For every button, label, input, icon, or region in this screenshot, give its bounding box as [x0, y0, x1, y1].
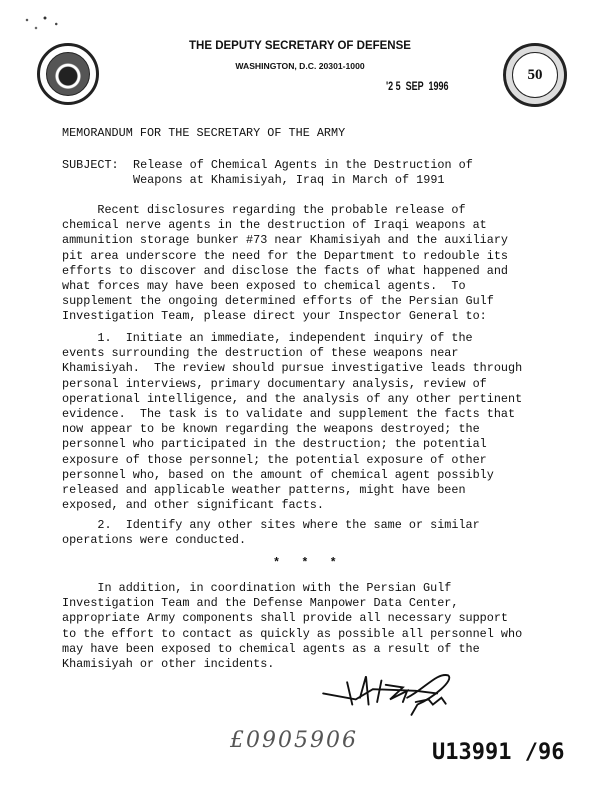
- intro-paragraph: [62, 203, 508, 325]
- letterhead-address: WASHINGTON, D.C. 20301-1000: [235, 61, 365, 71]
- text-line: chemical nerve agents in the destruction of Iraqi weapons at: [62, 218, 487, 233]
- subject-line: Weapons at Khamisiyah, Iraq in March of 1991: [133, 173, 445, 188]
- section-separator: * * *: [273, 556, 337, 570]
- text-line: 1. Initiate an immediate, independent inquiry of the: [62, 331, 473, 345]
- text-line: personnel who, based on the amount of chemical agent possibly: [62, 467, 494, 482]
- text-line: 2. Identify any other sites where the same or similar: [62, 518, 480, 532]
- text-line: exposure of those personnel; the potential exposure of other: [62, 452, 487, 467]
- text-line: operations were conducted.: [62, 533, 247, 548]
- department-of-defense-seal: [37, 43, 99, 105]
- subject-text: [133, 158, 473, 188]
- scan-speckles: [18, 12, 63, 32]
- memo-date: '2 5 SEP 1996: [386, 79, 449, 93]
- text-line: what forces may have been exposed to chemical agents. To: [62, 278, 466, 293]
- text-line: Investigation Team, please direct your Inspector General to:: [62, 309, 487, 324]
- text-line: pit area underscore the need for the Department to redouble its: [62, 248, 508, 263]
- text-line: operational intelligence, and the analysis of any other pertinent: [62, 391, 523, 406]
- text-line: personnel who participated in the destruction; the potential: [62, 437, 487, 452]
- text-line: ammunition storage bunker #73 near Khamisiyah and the auxiliary: [62, 233, 508, 248]
- text-line: Investigation Team and the Defense Manpower Data Center,: [62, 596, 459, 611]
- item-1-paragraph: [62, 331, 522, 513]
- text-line: Khamisiyah. The review should pursue investigative leads through: [62, 361, 523, 376]
- text-line: Khamisiyah or other incidents.: [62, 656, 275, 671]
- fiftieth-anniversary-seal: [503, 43, 567, 107]
- signature: [310, 672, 470, 732]
- text-line: now appear to be known regarding the weapons destroyed; the: [62, 422, 480, 437]
- text-line: supplement the ongoing determined efforts of the Persian Gulf: [62, 294, 494, 309]
- text-line: to the effort to contact as quickly as possible all personnel who: [62, 626, 523, 641]
- subject-line: Release of Chemical Agents in the Destruction of: [133, 158, 473, 172]
- subject-label: SUBJECT:: [62, 158, 119, 172]
- letterhead-title: THE DEPUTY SECRETARY OF DEFENSE: [189, 40, 411, 52]
- text-line: events surrounding the destruction of these weapons near: [62, 346, 459, 361]
- text-line: appropriate Army components shall provide all necessary support: [62, 611, 508, 626]
- text-line: exposed, and other significant facts.: [62, 498, 324, 513]
- text-line: may have been exposed to chemical agents as a result of the: [62, 641, 480, 656]
- text-line: In addition, in coordination with the Persian Gulf: [62, 581, 452, 595]
- text-line: evidence. The task is to validate and supplement the facts that: [62, 406, 516, 421]
- text-line: released and applicable weather patterns, might have been: [62, 482, 466, 497]
- text-line: efforts to discover and disclose the facts of what happened and: [62, 263, 508, 278]
- memo-recipient: MEMORANDUM FOR THE SECRETARY OF THE ARMY: [62, 126, 346, 140]
- closing-paragraph: [62, 581, 522, 672]
- text-line: Recent disclosures regarding the probable release of: [62, 203, 466, 217]
- text-line: personal interviews, primary documentary analysis, review of: [62, 376, 487, 391]
- seal-number: 50: [527, 66, 543, 83]
- item-2-paragraph: [62, 518, 480, 548]
- handwritten-number: £0905906: [230, 728, 358, 753]
- control-number: U13991 /96: [432, 740, 565, 765]
